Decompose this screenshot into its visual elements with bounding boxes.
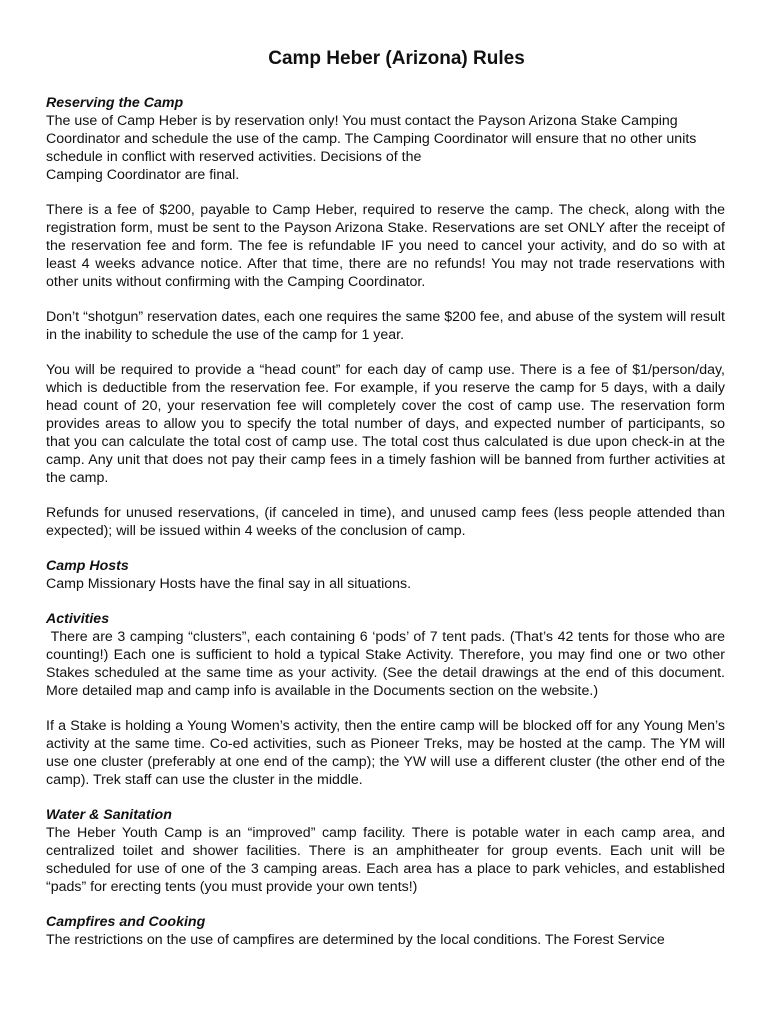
paragraph-activities-1: There are 3 camping “clusters”, each containing 6 ‘pods’ of 7 tent pads. (That’s 42 tents for those who are counting!) Each one is sufficient to hold a typical Stake Activity. Therefore, you may find one or two other Stakes scheduled at the same time as your activity. (See the detail drawings at the end of this document. More detailed map and camp info is available in the Documents section on the website.) <box>46 629 729 699</box>
paragraph-hosts-1: Camp Missionary Hosts have the final say in all situations. <box>46 576 412 592</box>
section-heading-campfires: Campfires and Cooking <box>46 914 206 930</box>
paragraph-reserving-4: You will be required to provide a “head count” for each day of camp use. There is a fee of $1/person/day, which is deductible from the reservation fee. For example, if you reserve the camp for 5 days, with a daily head count of 20, your reservation fee will completely cover the cost of camp use. The reservation form provides areas to allow you to specify the total number of days, and expected number of participants, so that you can calculate the total cost of camp use. The total cost thus calculated is due upon check-in at the camp. Any unit that does not pay their camp fees in a timely fashion will be banned from further activities at the camp. <box>46 362 725 486</box>
section-heading-activities: Activities <box>46 611 110 627</box>
section-water <box>46 806 725 896</box>
section-heading-water: Water & Sanitation <box>46 807 172 823</box>
document-page <box>46 46 729 949</box>
paragraph-reserving-5: Refunds for unused reservations, (if canceled in time), and unused camp fees (less people attended than expected); will be issued within 4 weeks of the conclusion of camp. <box>46 505 725 539</box>
section-activities <box>46 610 729 789</box>
paragraph-campfires-1: The restrictions on the use of campfires are determined by the local conditions. The Forest Service <box>46 932 665 948</box>
paragraph-reserving-2: There is a fee of $200, payable to Camp Heber, required to reserve the camp. The check, along with the registration form, must be sent to the Payson Arizona Stake. Reservations are set ONLY after the receipt of the reservation fee and form. The fee is refundable IF you need to cancel your activity, and do so with at least 4 weeks advance notice. After that time, there are no refunds! You may not trade reservations with other units without confirming with the Camping Coordinator. <box>46 202 725 290</box>
section-reserving <box>46 94 725 540</box>
page-title: Camp Heber (Arizona) Rules <box>268 48 525 69</box>
section-heading-hosts: Camp Hosts <box>46 558 129 574</box>
section-heading-reserving: Reserving the Camp <box>46 95 184 111</box>
paragraph-activities-2: If a Stake is holding a Young Women’s activity, then the entire camp will be blocked off for any Young Men’s activity at the same time. Co-ed activities, such as Pioneer Treks, may be hosted at the camp. The YM will use one cluster (preferably at one end of the camp); the YW will use a different cluster (the other end of the camp). Trek staff can use the cluster in the middle. <box>46 718 725 788</box>
paragraph-reserving-1a: The use of Camp Heber is by reservation only! You must contact the Payson Arizona Stake Camping Coordinator and schedule the use of the camp. The Camping Coordinator will ensure that no other units schedule in conflict with reserved activities. Decisions of the <box>46 113 697 165</box>
paragraph-water-1: The Heber Youth Camp is an “improved” camp facility. There is potable water in each camp area, and centralized toilet and shower facilities. There is an amphitheater for group events. Each unit will be scheduled for use of one of the 3 camping areas. Each area has a place to park vehicles, and established “pads” for erecting tents (you must provide your own tents!) <box>46 825 725 895</box>
paragraph-reserving-3: Don’t “shotgun” reservation dates, each one requires the same $200 fee, and abuse of the system will result in the inability to schedule the use of the camp for 1 year. <box>46 309 725 343</box>
paragraph-reserving-1b: Camping Coordinator are final. <box>46 167 240 183</box>
section-campfires <box>46 913 725 949</box>
section-hosts <box>46 557 725 593</box>
